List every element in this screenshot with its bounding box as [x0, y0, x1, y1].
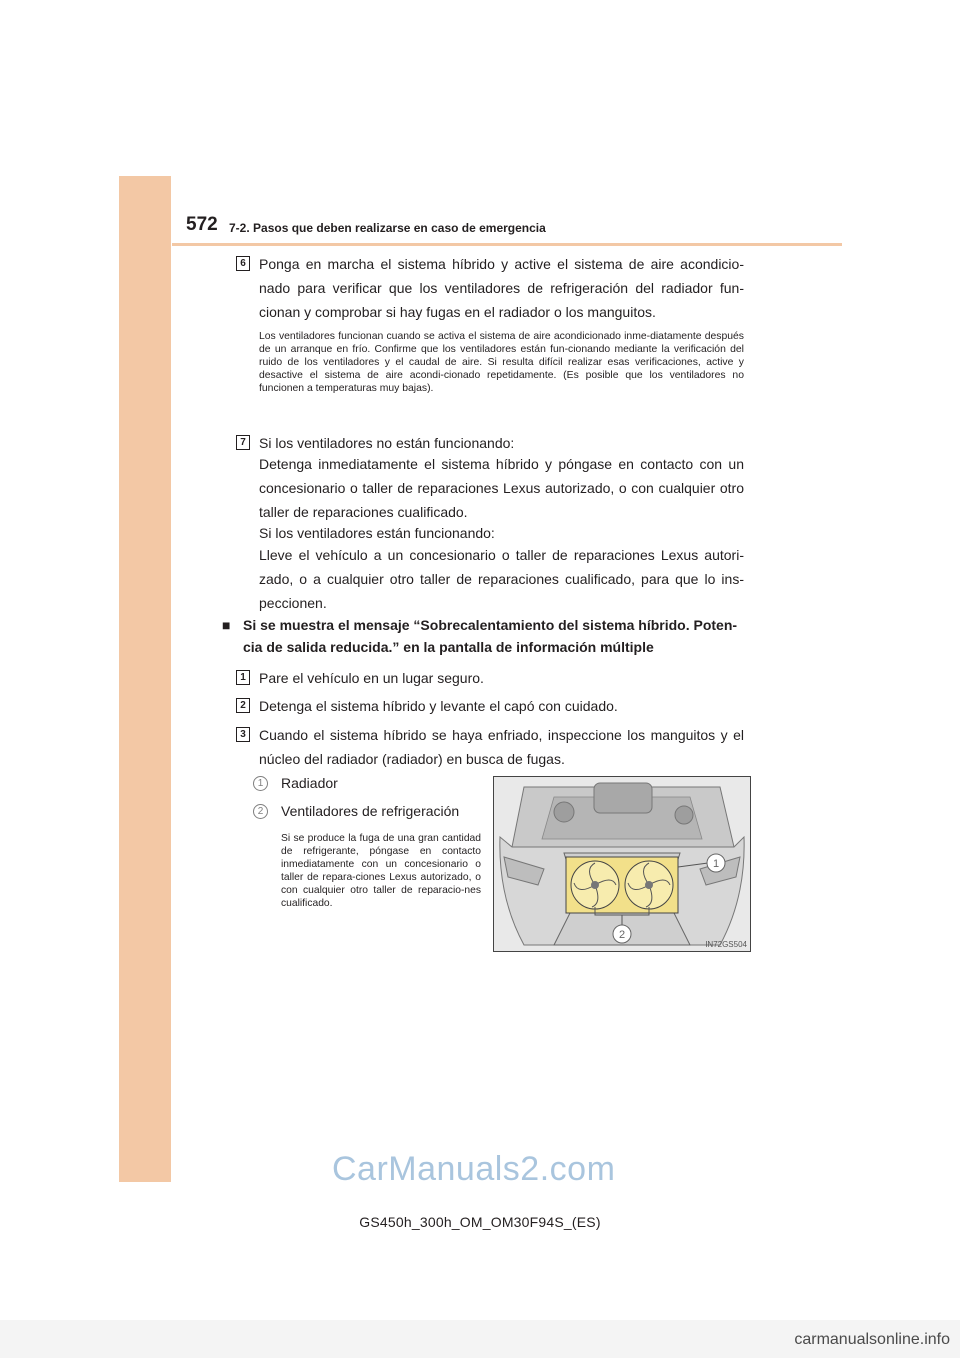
step-6-note: Los ventiladores funcionan cuando se activa el sistema de aire acondicionado inme-diatamente después de un arranque en frío. Confirme que los ventiladores están fun-cionando mediante la verificación del ruido de los ventiladores y el caudal de aire. Si resulta difícil realizar esas verificaciones, active y desactive el sistema de aire acondi-cionado repetidamente. (Es posible que los ventiladores no funcionen a temperaturas muy bajas).	[259, 331, 744, 394]
car-front-drawing	[494, 777, 750, 951]
illustration-marker-2-label: 2	[618, 929, 626, 941]
callout-2-label: Ventiladores de refrigeración	[281, 803, 460, 819]
step-2-marker: 2	[236, 698, 250, 713]
callout-1-marker: 1	[253, 776, 268, 791]
step-2-text: Detenga el sistema híbrido y levante el capó con cuidado.	[259, 698, 618, 714]
step-6-marker: 6	[236, 256, 250, 271]
section-heading: Si se muestra el mensaje “Sobrecalentamiento del sistema híbrido. Poten-cia de salida reducida.” en la pantalla de información múltiple	[243, 617, 738, 655]
page-number: 572	[186, 214, 218, 235]
step-6-text: Ponga en marcha el sistema híbrido y active el sistema de aire acondicio-nado para verificar que los ventiladores de refrigeración del radiador fun-cionan y comprobar si hay fugas en el radiador o los manguitos.	[259, 256, 744, 320]
step-1-text: Pare el vehículo en un lugar seguro.	[259, 670, 484, 686]
step-3-marker: 3	[236, 727, 250, 742]
step-7-marker: 7	[236, 435, 250, 450]
callout-note: Si se produce la fuga de una gran cantidad de refrigerante, póngase en contacto inmediatamente con un concesionario o taller de repara-ciones Lexus autorizado, o con cualquier otro taller de reparacio-nes cualificado.	[281, 833, 481, 909]
chapter-sidebar-tab	[119, 176, 171, 1182]
step-7-condition-2: Si los ventiladores están funcionando:	[259, 525, 495, 541]
illustration-marker-1-label: 1	[712, 858, 720, 870]
step-7-text-2: Lleve el vehículo a un concesionario o taller de reparaciones Lexus autori-zado, o a cualquier otro taller de reparaciones cualificado, para que lo ins-peccionen.	[259, 547, 744, 611]
illustration-code: IN72GS504	[705, 940, 747, 949]
step-3-text: Cuando el sistema híbrido se haya enfriado, inspeccione los manguitos y el núcleo del radiador (radiador) en busca de fugas.	[259, 727, 744, 767]
step-7-condition-1: Si los ventiladores no están funcionando:	[259, 435, 515, 451]
watermark-text: CarManuals2.com	[332, 1150, 616, 1188]
step-7-text-1: Detenga inmediatamente el sistema híbrido y póngase en contacto con un concesionario o taller de reparaciones Lexus autorizado, o con cualquier otro taller de reparaciones cualificado.	[259, 456, 744, 520]
section-bullet: ■	[222, 617, 231, 633]
section-header-title: 7-2. Pasos que deben realizarse en caso de emergencia	[229, 221, 546, 235]
engine-bay-illustration	[493, 776, 751, 952]
callout-1-label: Radiador	[281, 775, 338, 791]
bottom-bar	[0, 1320, 960, 1358]
callout-2-marker: 2	[253, 804, 268, 819]
header-divider	[172, 243, 842, 246]
document-footer: GS450h_300h_OM_OM30F94S_(ES)	[359, 1214, 601, 1230]
step-1-marker: 1	[236, 670, 250, 685]
bottom-site-url[interactable]: carmanualsonline.info	[794, 1331, 950, 1348]
